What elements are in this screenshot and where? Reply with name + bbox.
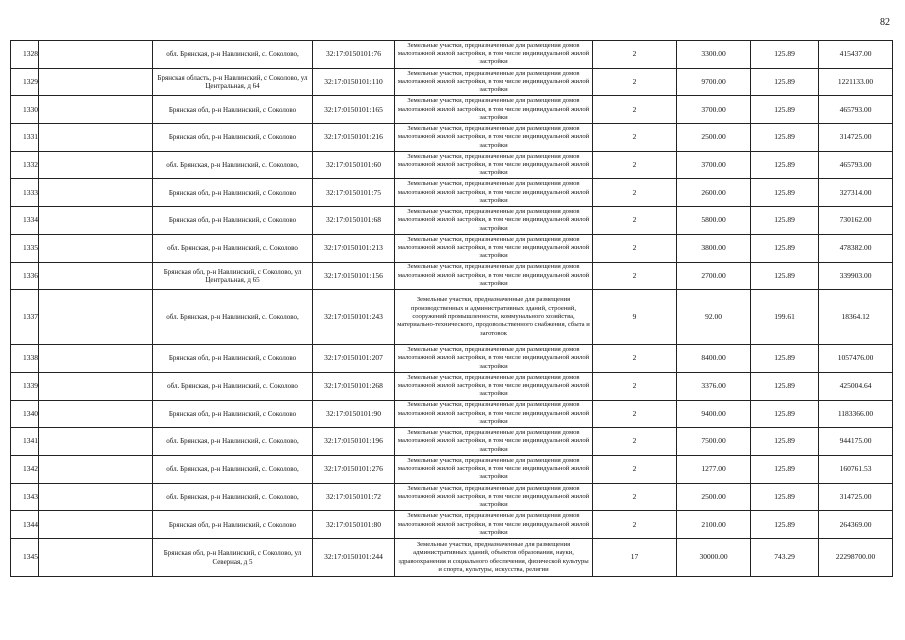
rate-cell: 125.89 xyxy=(751,345,819,373)
empty-cell xyxy=(39,262,153,290)
rate-cell: 125.89 xyxy=(751,372,819,400)
area-cell: 9400.00 xyxy=(677,400,751,428)
table-row xyxy=(11,179,893,207)
row-number: 1331 xyxy=(11,124,39,152)
area-cell: 2500.00 xyxy=(677,483,751,511)
cadastral-number-cell: 32:17:0150101:244 xyxy=(313,539,395,577)
land-use-cell: Земельные участки, предназначенные для размещения домов малоэтажной жилой застройки, в том числе индивидуальной жилой застройки xyxy=(395,207,593,235)
cadastral-number-cell: 32:17:0150101:213 xyxy=(313,234,395,262)
cadastral-number-cell: 32:17:0150101:243 xyxy=(313,290,395,345)
land-use-cell: Земельные участки, предназначенные для размещения домов малоэтажной жилой застройки, в том числе индивидуальной жилой застройки xyxy=(395,345,593,373)
cadastral-number-cell: 32:17:0150101:196 xyxy=(313,428,395,456)
rate-cell: 199.61 xyxy=(751,290,819,345)
cadastral-number-cell: 32:17:0150101:276 xyxy=(313,455,395,483)
empty-cell xyxy=(39,345,153,373)
table-row xyxy=(11,68,893,96)
row-number: 1334 xyxy=(11,207,39,235)
empty-cell xyxy=(39,179,153,207)
group-cell: 2 xyxy=(593,372,677,400)
cadastral-number-cell: 32:17:0150101:72 xyxy=(313,483,395,511)
row-number: 1336 xyxy=(11,262,39,290)
row-number: 1333 xyxy=(11,179,39,207)
group-cell: 2 xyxy=(593,262,677,290)
cadastral-value-cell: 944175.00 xyxy=(819,428,893,456)
address-cell: обл. Брянская, р-н Навлинский, с. Соколово, xyxy=(153,290,313,345)
group-cell: 17 xyxy=(593,539,677,577)
table-row xyxy=(11,290,893,345)
area-cell: 2700.00 xyxy=(677,262,751,290)
rate-cell: 125.89 xyxy=(751,234,819,262)
empty-cell xyxy=(39,151,153,179)
empty-cell xyxy=(39,455,153,483)
land-use-cell: Земельные участки, предназначенные для размещения производственных и административных зданий, строений, сооружений промышленности, коммунального хозяйства, материально-технического, продовольственного снабжения, сбыта и заготовок xyxy=(395,290,593,345)
row-number: 1342 xyxy=(11,455,39,483)
group-cell: 2 xyxy=(593,207,677,235)
area-cell: 3800.00 xyxy=(677,234,751,262)
address-cell: обл. Брянская, р-н Навлинский, с. Соколово, xyxy=(153,483,313,511)
cadastral-value-cell: 425004.64 xyxy=(819,372,893,400)
cadastral-value-cell: 327314.00 xyxy=(819,179,893,207)
area-cell: 2500.00 xyxy=(677,124,751,152)
table-row xyxy=(11,511,893,539)
area-cell: 3300.00 xyxy=(677,41,751,69)
cadastral-value-cell: 339903.00 xyxy=(819,262,893,290)
group-cell: 2 xyxy=(593,345,677,373)
area-cell: 92.00 xyxy=(677,290,751,345)
rate-cell: 125.89 xyxy=(751,262,819,290)
cadastral-number-cell: 32:17:0150101:60 xyxy=(313,151,395,179)
rate-cell: 125.89 xyxy=(751,124,819,152)
cadastral-value-cell: 1183366.00 xyxy=(819,400,893,428)
table-row xyxy=(11,483,893,511)
group-cell: 2 xyxy=(593,41,677,69)
empty-cell xyxy=(39,428,153,456)
area-cell: 3700.00 xyxy=(677,96,751,124)
empty-cell xyxy=(39,207,153,235)
cadastral-number-cell: 32:17:0150101:216 xyxy=(313,124,395,152)
group-cell: 2 xyxy=(593,400,677,428)
cadastral-value-cell: 465793.00 xyxy=(819,96,893,124)
table-row xyxy=(11,400,893,428)
empty-cell xyxy=(39,290,153,345)
cadastral-value-cell: 314725.00 xyxy=(819,124,893,152)
cadastral-value-cell: 465793.00 xyxy=(819,151,893,179)
cadastral-value-cell: 1221133.00 xyxy=(819,68,893,96)
area-cell: 2100.00 xyxy=(677,511,751,539)
area-cell: 3700.00 xyxy=(677,151,751,179)
page-number: 82 xyxy=(880,17,890,28)
address-cell: обл. Брянская, р-н Навлинский, с. Соколово, xyxy=(153,455,313,483)
address-cell: Брянская обл, р-н Навлинский, с Соколово xyxy=(153,207,313,235)
table-row xyxy=(11,372,893,400)
rate-cell: 125.89 xyxy=(751,96,819,124)
address-cell: Брянская обл, р-н Навлинский, с Соколово xyxy=(153,400,313,428)
cadastral-value-cell: 314725.00 xyxy=(819,483,893,511)
row-number: 1343 xyxy=(11,483,39,511)
group-cell: 2 xyxy=(593,124,677,152)
area-cell: 8400.00 xyxy=(677,345,751,373)
rate-cell: 125.89 xyxy=(751,41,819,69)
cadastral-value-cell: 22298700.00 xyxy=(819,539,893,577)
rate-cell: 125.89 xyxy=(751,428,819,456)
address-cell: Брянская обл, р-н Навлинский, с Соколово xyxy=(153,511,313,539)
land-use-cell: Земельные участки, предназначенные для размещения домов малоэтажной жилой застройки, в том числе индивидуальной жилой застройки xyxy=(395,428,593,456)
rate-cell: 125.89 xyxy=(751,455,819,483)
rate-cell: 125.89 xyxy=(751,511,819,539)
row-number: 1330 xyxy=(11,96,39,124)
rate-cell: 125.89 xyxy=(751,179,819,207)
row-number: 1338 xyxy=(11,345,39,373)
land-use-cell: Земельные участки, предназначенные для размещения домов малоэтажной жилой застройки, в том числе индивидуальной жилой застройки xyxy=(395,234,593,262)
group-cell: 2 xyxy=(593,234,677,262)
cadastral-value-cell: 415437.00 xyxy=(819,41,893,69)
empty-cell xyxy=(39,124,153,152)
table-row xyxy=(11,455,893,483)
area-cell: 3376.00 xyxy=(677,372,751,400)
cadastral-number-cell: 32:17:0150101:76 xyxy=(313,41,395,69)
land-use-cell: Земельные участки, предназначенные для размещения домов малоэтажной жилой застройки, в том числе индивидуальной жилой застройки xyxy=(395,96,593,124)
table-row xyxy=(11,41,893,69)
cadastral-number-cell: 32:17:0150101:90 xyxy=(313,400,395,428)
empty-cell xyxy=(39,372,153,400)
cadastral-value-cell: 478382.00 xyxy=(819,234,893,262)
group-cell: 9 xyxy=(593,290,677,345)
row-number: 1339 xyxy=(11,372,39,400)
rate-cell: 125.89 xyxy=(751,400,819,428)
cadastral-value-cell: 264369.00 xyxy=(819,511,893,539)
row-number: 1332 xyxy=(11,151,39,179)
land-use-cell: Земельные участки, предназначенные для размещения домов малоэтажной жилой застройки, в том числе индивидуальной жилой застройки xyxy=(395,151,593,179)
group-cell: 2 xyxy=(593,483,677,511)
address-cell: обл. Брянская, р-н Навлинский, с. Соколово, xyxy=(153,151,313,179)
group-cell: 2 xyxy=(593,96,677,124)
row-number: 1328 xyxy=(11,41,39,69)
table-row xyxy=(11,262,893,290)
address-cell: Брянская обл, р-н Навлинский, с Соколово xyxy=(153,124,313,152)
empty-cell xyxy=(39,483,153,511)
empty-cell xyxy=(39,68,153,96)
empty-cell xyxy=(39,511,153,539)
land-use-cell: Земельные участки, предназначенные для размещения домов малоэтажной жилой застройки, в том числе индивидуальной жилой застройки xyxy=(395,68,593,96)
address-cell: Брянская обл, р-н Навлинский, с Соколово, ул Центральная, д 65 xyxy=(153,262,313,290)
address-cell: обл. Брянская, р-н Навлинский, с. Соколово xyxy=(153,234,313,262)
group-cell: 2 xyxy=(593,68,677,96)
cadastral-value-cell: 1057476.00 xyxy=(819,345,893,373)
rate-cell: 125.89 xyxy=(751,68,819,96)
empty-cell xyxy=(39,96,153,124)
area-cell: 1277.00 xyxy=(677,455,751,483)
land-use-cell: Земельные участки, предназначенные для размещения домов малоэтажной жилой застройки, в том числе индивидуальной жилой застройки xyxy=(395,262,593,290)
table-row xyxy=(11,207,893,235)
cadastral-number-cell: 32:17:0150101:268 xyxy=(313,372,395,400)
land-use-cell: Земельные участки, предназначенные для размещения домов малоэтажной жилой застройки, в том числе индивидуальной жилой застройки xyxy=(395,41,593,69)
address-cell: Брянская область, р-н Навлинский, с Соколово, ул Центральная, д 64 xyxy=(153,68,313,96)
address-cell: Брянская обл, р-н Навлинский, с Соколово, ул Северная, д 5 xyxy=(153,539,313,577)
address-cell: обл. Брянская, р-н Навлинский, с. Соколово xyxy=(153,372,313,400)
empty-cell xyxy=(39,234,153,262)
cadastral-value-table xyxy=(10,40,893,577)
group-cell: 2 xyxy=(593,428,677,456)
row-number: 1337 xyxy=(11,290,39,345)
group-cell: 2 xyxy=(593,151,677,179)
row-number: 1341 xyxy=(11,428,39,456)
area-cell: 30000.00 xyxy=(677,539,751,577)
empty-cell xyxy=(39,400,153,428)
land-use-cell: Земельные участки, предназначенные для размещения домов малоэтажной жилой застройки, в том числе индивидуальной жилой застройки xyxy=(395,455,593,483)
cadastral-number-cell: 32:17:0150101:80 xyxy=(313,511,395,539)
group-cell: 2 xyxy=(593,455,677,483)
address-cell: Брянская обл, р-н Навлинский, с Соколово xyxy=(153,96,313,124)
cadastral-number-cell: 32:17:0150101:110 xyxy=(313,68,395,96)
land-use-cell: Земельные участки, предназначенные для размещения домов малоэтажной жилой застройки, в том числе индивидуальной жилой застройки xyxy=(395,372,593,400)
area-cell: 9700.00 xyxy=(677,68,751,96)
area-cell: 5800.00 xyxy=(677,207,751,235)
cadastral-number-cell: 32:17:0150101:207 xyxy=(313,345,395,373)
cadastral-number-cell: 32:17:0150101:165 xyxy=(313,96,395,124)
cadastral-number-cell: 32:17:0150101:156 xyxy=(313,262,395,290)
address-cell: Брянская обл, р-н Навлинский, с Соколово xyxy=(153,179,313,207)
land-use-cell: Земельные участки, предназначенные для размещения домов малоэтажной жилой застройки, в том числе индивидуальной жилой застройки xyxy=(395,483,593,511)
address-cell: Брянская обл, р-н Навлинский, с Соколово xyxy=(153,345,313,373)
area-cell: 2600.00 xyxy=(677,179,751,207)
rate-cell: 743.29 xyxy=(751,539,819,577)
cadastral-number-cell: 32:17:0150101:68 xyxy=(313,207,395,235)
cadastral-value-cell: 160761.53 xyxy=(819,455,893,483)
table-row xyxy=(11,428,893,456)
address-cell: обл. Брянская, р-н Навлинский, с. Соколово, xyxy=(153,428,313,456)
rate-cell: 125.89 xyxy=(751,207,819,235)
cadastral-number-cell: 32:17:0150101:75 xyxy=(313,179,395,207)
empty-cell xyxy=(39,41,153,69)
table-row xyxy=(11,234,893,262)
land-use-cell: Земельные участки, предназначенные для размещения домов малоэтажной жилой застройки, в том числе индивидуальной жилой застройки xyxy=(395,179,593,207)
group-cell: 2 xyxy=(593,511,677,539)
table-row xyxy=(11,539,893,577)
table-body xyxy=(11,41,893,577)
row-number: 1335 xyxy=(11,234,39,262)
land-use-cell: Земельные участки, предназначенные для размещения домов малоэтажной жилой застройки, в том числе индивидуальной жилой застройки xyxy=(395,511,593,539)
cadastral-value-cell: 18364.12 xyxy=(819,290,893,345)
cadastral-value-cell: 730162.00 xyxy=(819,207,893,235)
rate-cell: 125.89 xyxy=(751,483,819,511)
address-cell: обл. Брянская, р-н Навлинский, с. Соколово, xyxy=(153,41,313,69)
rate-cell: 125.89 xyxy=(751,151,819,179)
table-row xyxy=(11,345,893,373)
land-use-cell: Земельные участки, предназначенные для размещения административных зданий, объектов образования, науки, здравоохранения и социального обеспечения, физической культуры и спорта, культуры, искусства, религии xyxy=(395,539,593,577)
land-use-cell: Земельные участки, предназначенные для размещения домов малоэтажной жилой застройки, в том числе индивидуальной жилой застройки xyxy=(395,400,593,428)
group-cell: 2 xyxy=(593,179,677,207)
table-row xyxy=(11,124,893,152)
row-number: 1344 xyxy=(11,511,39,539)
empty-cell xyxy=(39,539,153,577)
row-number: 1345 xyxy=(11,539,39,577)
row-number: 1340 xyxy=(11,400,39,428)
row-number: 1329 xyxy=(11,68,39,96)
land-use-cell: Земельные участки, предназначенные для размещения домов малоэтажной жилой застройки, в том числе индивидуальной жилой застройки xyxy=(395,124,593,152)
table-row xyxy=(11,96,893,124)
area-cell: 7500.00 xyxy=(677,428,751,456)
table-row xyxy=(11,151,893,179)
